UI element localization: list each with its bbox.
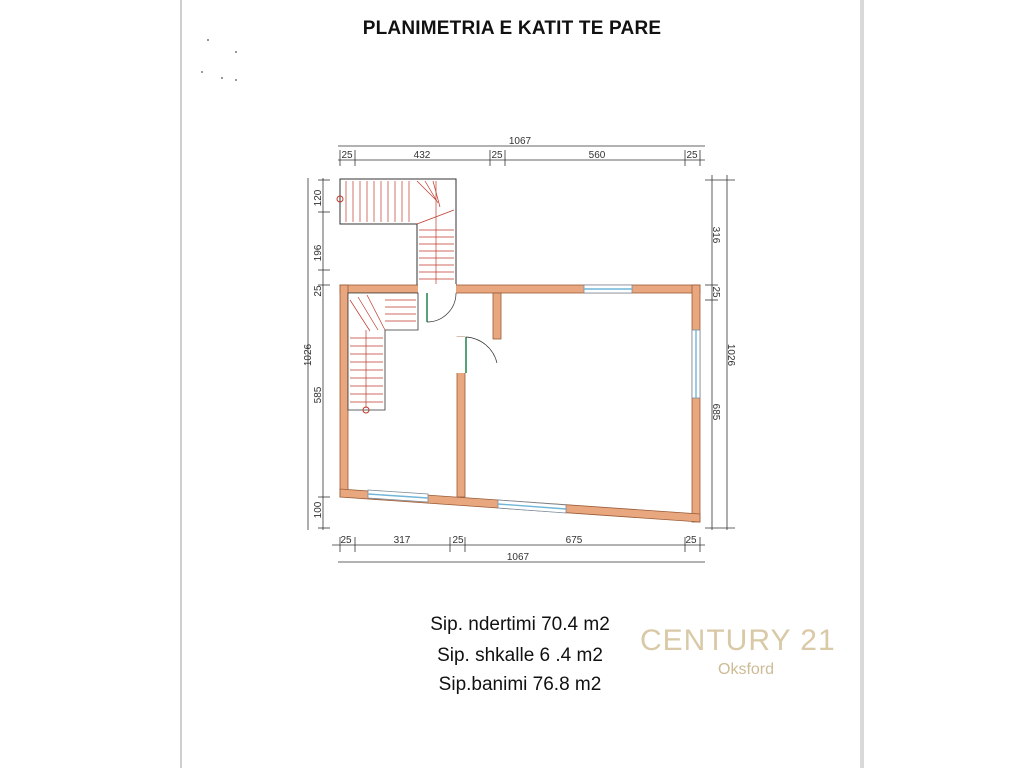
right-c-label: 685 [710, 403, 721, 421]
left-dim-labels [303, 189, 324, 518]
bottom-c-label: 25 [452, 535, 464, 546]
external-staircase [337, 179, 456, 286]
right-a-label: 316 [710, 226, 721, 244]
right-dim-labels [710, 227, 736, 421]
interior-staircase [348, 293, 418, 413]
right-b-label: 25 [710, 286, 721, 298]
left-e-label: 100 [313, 501, 324, 519]
left-a-label: 120 [313, 189, 324, 207]
left-b-label: 196 [313, 244, 324, 262]
bottom-b-label: 317 [393, 535, 411, 546]
doors [418, 284, 497, 373]
top-dimensions [338, 146, 705, 166]
bottom-dim-labels [340, 535, 697, 563]
top-dim-labels [341, 136, 698, 161]
bottom-e-label: 25 [685, 535, 697, 546]
bottom-a-label: 25 [340, 535, 352, 546]
bottom-total-label: 1067 [506, 552, 530, 563]
watermark-office: Oksford [718, 661, 775, 678]
interior-walls [457, 293, 501, 497]
top-a-label: 25 [341, 150, 353, 161]
left-c-label: 25 [313, 285, 324, 297]
stray-dots [201, 39, 237, 81]
top-d-label: 560 [588, 150, 606, 161]
right-total-label: 1026 [725, 343, 736, 367]
top-b-label: 432 [413, 150, 431, 161]
area-staircase: Sip. shkalle 6 .4 m2 [437, 645, 603, 666]
watermark-brand: CENTURY 21 [640, 624, 836, 657]
left-total-label: 1026 [303, 343, 314, 367]
left-d-label: 585 [313, 386, 324, 404]
area-living: Sip.banimi 76.8 m2 [438, 674, 602, 695]
bottom-d-label: 675 [565, 535, 583, 546]
page-title: PLANIMETRIA E KATIT TE PARE [362, 18, 662, 39]
top-e-label: 25 [686, 150, 698, 161]
area-construction: Sip. ndertimi 70.4 m2 [430, 614, 610, 635]
top-total-label: 1067 [508, 136, 532, 147]
top-c-label: 25 [491, 150, 503, 161]
